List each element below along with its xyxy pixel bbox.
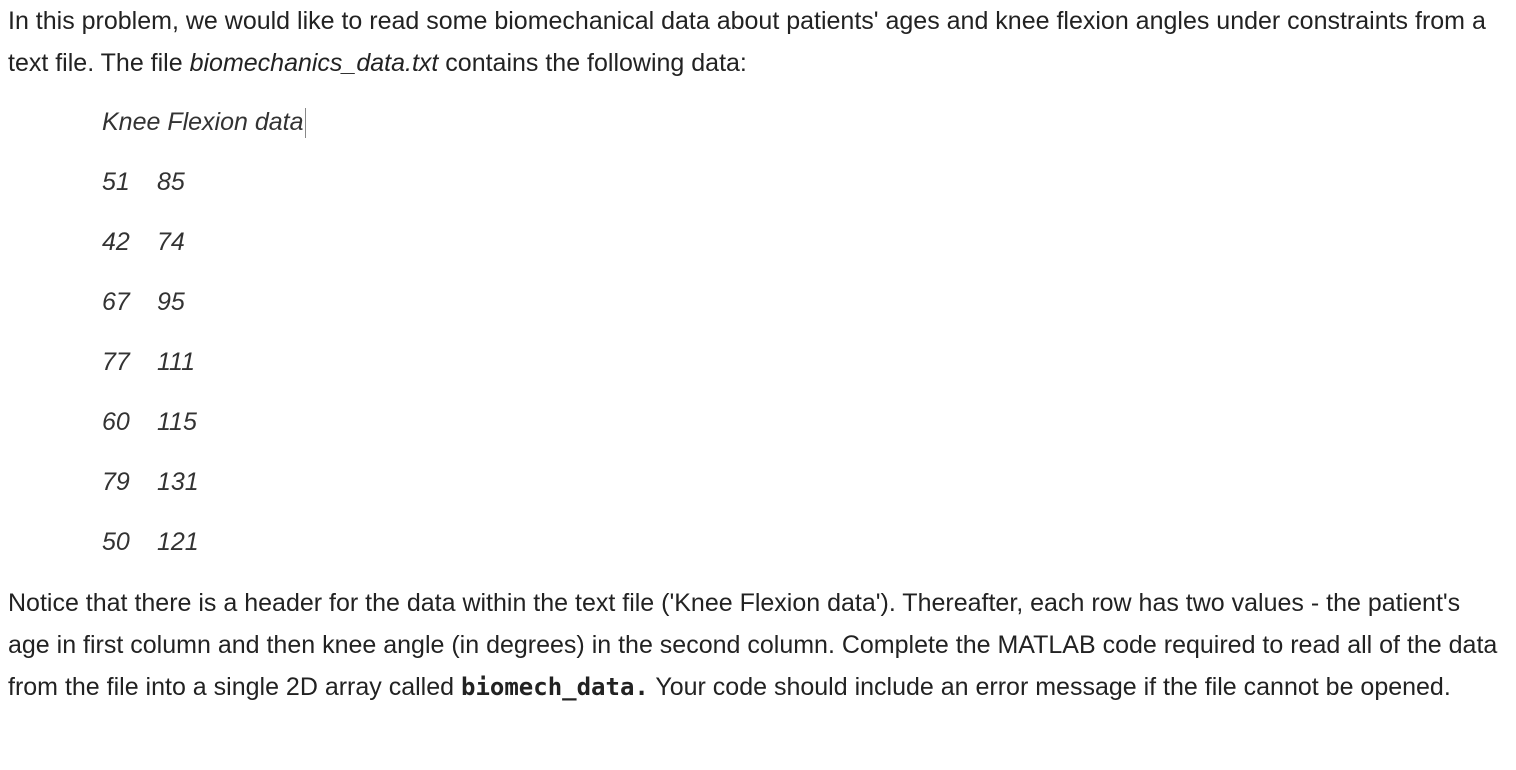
data-row [102,392,306,452]
angle-value: 121 [157,528,199,556]
text-cursor [305,108,306,138]
instructions-text-end: Your code should include an error message if the file cannot be opened. [648,673,1451,701]
data-filename: biomechanics_data.txt [189,49,439,77]
data-row [102,512,306,572]
variable-name: biomech_data. [461,673,649,701]
data-header-text: Knee Flexion data [102,108,304,136]
data-file-contents [102,92,306,572]
angle-value: 115 [157,408,197,436]
age-value: 50 [102,528,130,556]
instructions-text-start: Notice that there is a header for the data within the text file ('Knee Flexion data'). Thereafter, each row has two values - the patient's age in first column and then knee angle (in degrees) in the second column. Complete the MATLAB code required to read all of the data from the file into a single 2D array called [8,589,1498,701]
data-row [102,452,306,512]
data-row [102,152,306,212]
age-value: 42 [102,228,130,256]
age-value: 79 [102,468,130,496]
instructions-paragraph [8,582,1498,708]
data-file-header [102,92,306,152]
intro-paragraph [8,0,1498,84]
angle-value: 74 [157,228,185,256]
age-value: 51 [102,168,130,196]
age-value: 67 [102,288,130,316]
angle-value: 111 [157,348,196,376]
intro-text-start: In this problem, we would like to read some biomechanical data about patients' ages and knee flexion angles under constraints from a text file. The file [8,7,1486,77]
data-row [102,332,306,392]
age-value: 77 [102,348,130,376]
angle-value: 95 [157,288,185,316]
intro-text-end: contains the following data: [438,49,747,77]
age-value: 60 [102,408,130,436]
angle-value: 85 [157,168,185,196]
data-row [102,272,306,332]
angle-value: 131 [157,468,199,496]
data-row [102,212,306,272]
